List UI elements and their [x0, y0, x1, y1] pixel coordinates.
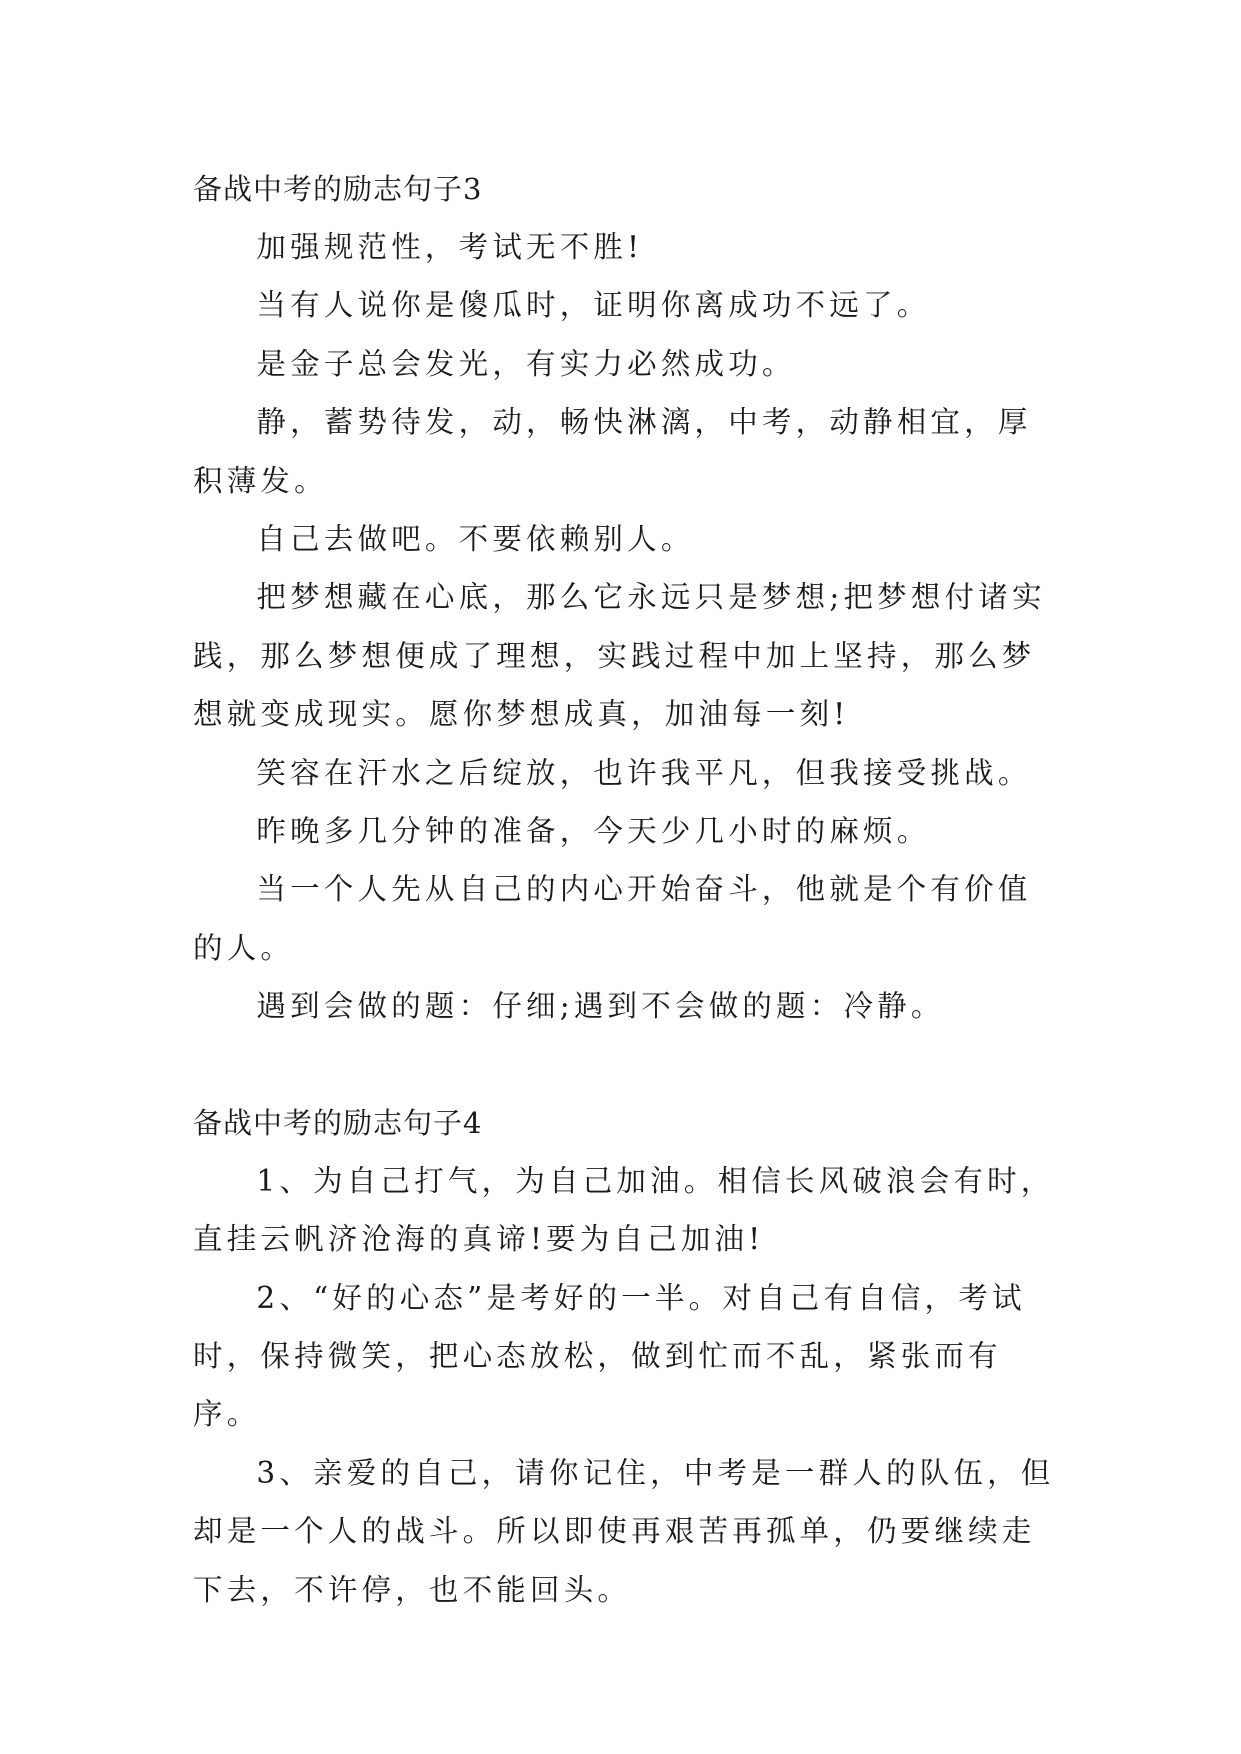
- paragraph: 当有人说你是傻瓜时，证明你离成功不远了。: [256, 288, 931, 323]
- section-gap: [193, 1036, 1055, 1094]
- paragraph: 把梦想藏在心底，那么它永远只是梦想;把梦想付诸实践，那么梦想便成了理想，实践过程中加上坚持，那么梦想就变成现实。愿你梦想成真，加油每一刻!: [193, 580, 1046, 732]
- paragraph: 是金子总会发光，有实力必然成功。: [256, 346, 796, 381]
- paragraph: 昨晚多几分钟的准备，今天少几小时的麻烦。: [256, 814, 931, 849]
- paragraph: 当一个人先从自己的内心开始奋斗，他就是个有价值的人。: [193, 872, 1032, 965]
- paragraph: 静，蓄势待发，动，畅快淋漓，中考，动静相宜，厚积薄发。: [193, 405, 1032, 498]
- paragraph: 3、亲爱的自己，请你记住，中考是一群人的队伍，但却是一个人的战斗。所以即使再艰苦再孤单，仍要继续走下去，不许停，也不能回头。: [193, 1455, 1055, 1607]
- document-page: [193, 160, 1055, 1619]
- section-3: [193, 160, 1055, 1036]
- paragraph: 遇到会做的题：仔细;遇到不会做的题：冷静。: [256, 989, 945, 1024]
- paragraph: 2、“好的心态”是考好的一半。对自己有自信，考试时，保持微笑，把心态放松，做到忙而不乱，紧张而有序。: [193, 1280, 1026, 1432]
- paragraph: 自己去做吧。不要依赖别人。: [256, 522, 695, 557]
- section-title: 备战中考的励志句子4: [193, 1105, 483, 1140]
- paragraph: 1、为自己打气，为自己加油。相信长风破浪会有时，直挂云帆济沧海的真谛!要为自己加油!: [193, 1163, 1055, 1257]
- section-4: [193, 1094, 1055, 1619]
- paragraph: 笑容在汗水之后绽放，也许我平凡，但我接受挑战。: [256, 755, 1032, 790]
- paragraph: 加强规范性，考试无不胜!: [256, 230, 644, 264]
- section-title: 备战中考的励志句子3: [193, 172, 483, 206]
